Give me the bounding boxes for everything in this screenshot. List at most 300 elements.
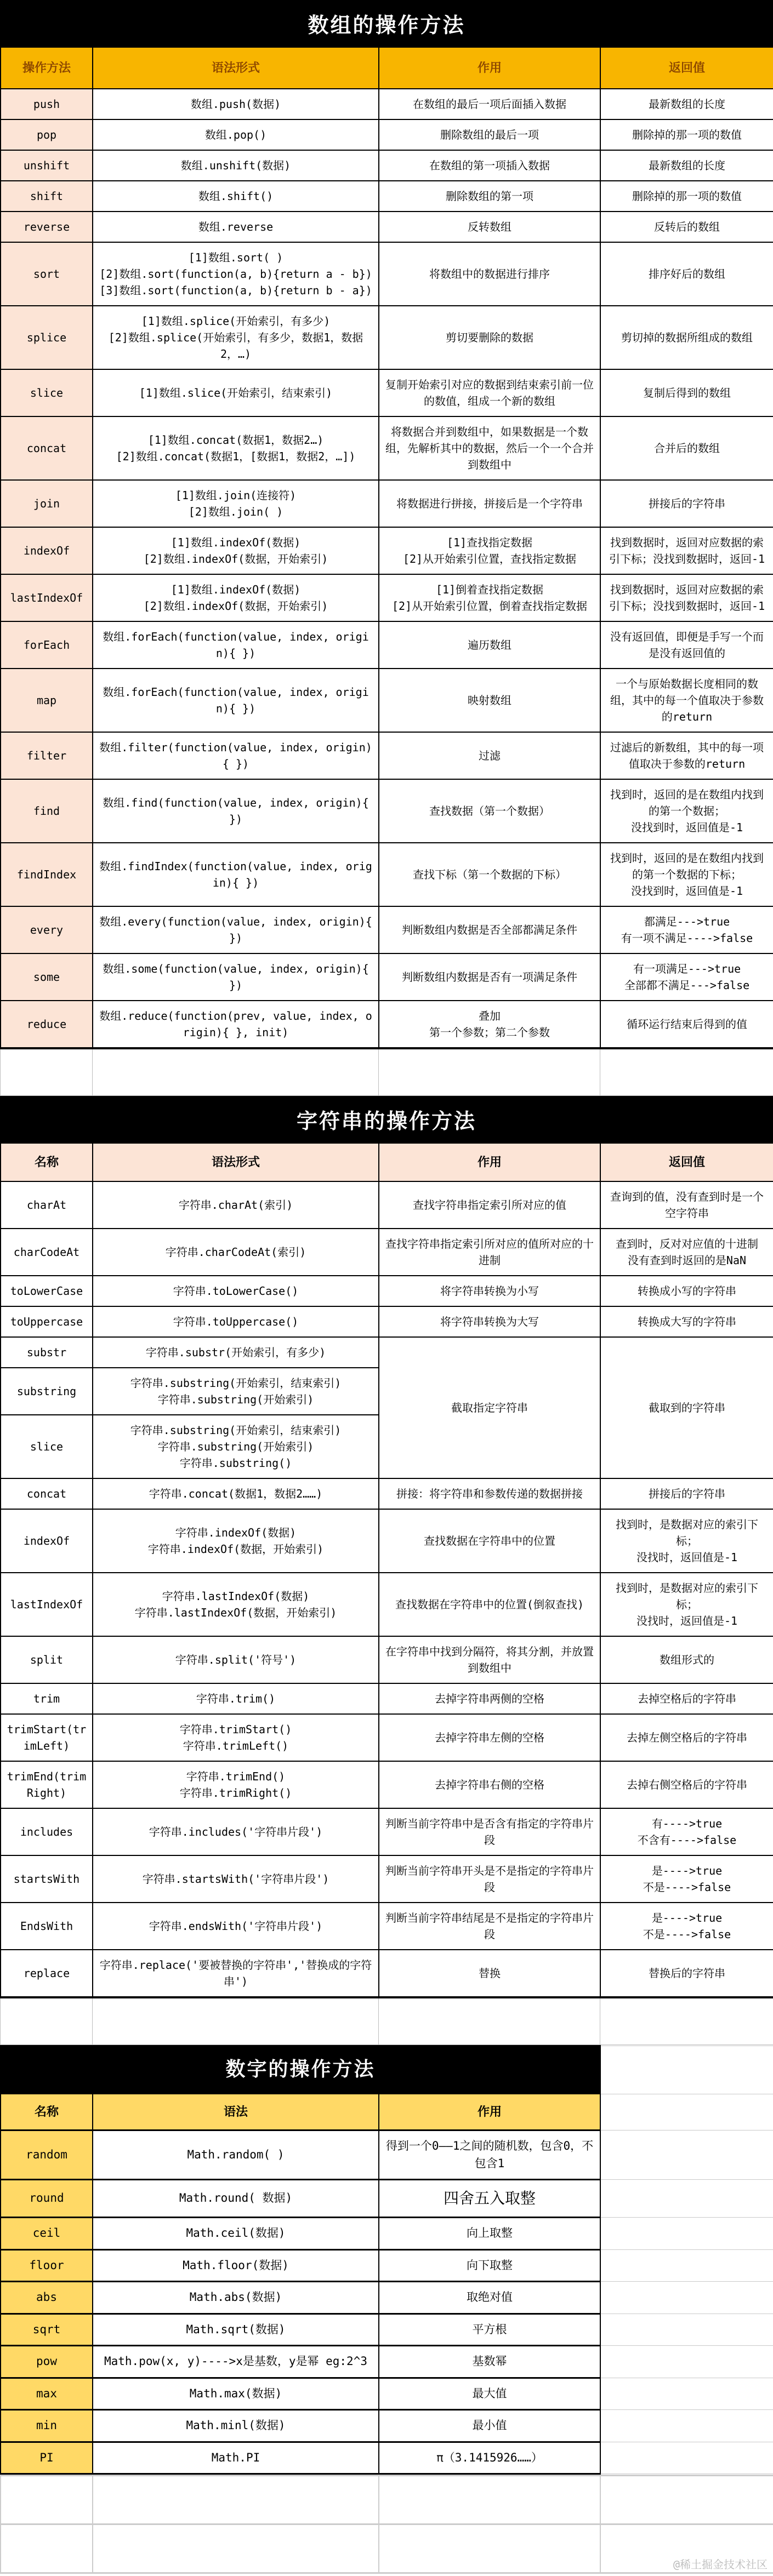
action-cell [379, 669, 600, 732]
action-cell [379, 306, 600, 369]
cell-line: Math.floor(数据) [98, 2257, 374, 2275]
action-cell [379, 732, 600, 779]
returns-cell [600, 1714, 773, 1761]
cell-line: includes [5, 1824, 88, 1840]
method-row [1, 1714, 773, 1761]
cell-line: 字符串.toLowerCase() [98, 1283, 374, 1299]
syntax-cell [93, 574, 379, 621]
returns-cell [600, 416, 773, 480]
method-name-cell [1, 242, 93, 306]
ghost-cell [600, 2131, 773, 2180]
method-name-cell [1, 1181, 93, 1229]
cell-line: 数组.some(function(value, index, origin){ }) [98, 961, 374, 993]
cell-line: 反转数组 [384, 219, 595, 235]
cell-line: 字符串.trimEnd() [98, 1768, 374, 1785]
cell-line: filter [5, 747, 88, 764]
method-row [1, 1761, 773, 1808]
cell-line: 找到数据时，返回对应数据的索引下标；没找到数据时，返回-1 [605, 581, 769, 614]
cell-line: round [5, 2190, 88, 2207]
cell-line: PI [5, 2449, 88, 2467]
ghost-cell [600, 2180, 773, 2218]
cell-line: 数组.reverse [98, 219, 374, 235]
syntax-cell [93, 1509, 379, 1573]
method-row [1, 574, 773, 621]
returns-cell [600, 1761, 773, 1808]
cell-line: 字符串.trimLeft() [98, 1738, 374, 1754]
syntax-cell [93, 1761, 379, 1808]
method-name-cell [1, 843, 93, 906]
returns-cell [600, 621, 773, 669]
cell-line: 删除掉的那一项的数值 [605, 127, 769, 143]
syntax-cell [93, 1229, 379, 1276]
column-header-syntax: 语法形式 [93, 1143, 379, 1181]
string-methods-table [0, 1143, 773, 1997]
syntax-cell [93, 1337, 379, 1368]
cell-line: 转换成小写的字符串 [605, 1283, 769, 1299]
cell-line: 去掉左侧空格后的字符串 [605, 1729, 769, 1746]
syntax-cell [93, 119, 379, 150]
cell-line: 不是---->false [605, 1879, 769, 1895]
cell-line: reverse [5, 219, 88, 235]
action-cell [379, 1337, 600, 1478]
action-cell [379, 1714, 600, 1761]
cell-line: substr [5, 1344, 88, 1361]
cell-line: slice [5, 385, 88, 401]
cell-line: 查找数据在字符串中的位置 [384, 1533, 595, 1549]
cell-line: 复制后得到的数组 [605, 385, 769, 401]
column-header-action: 作用 [379, 1143, 600, 1181]
cell-line: 字符串.lastIndexOf(数据) [98, 1588, 374, 1604]
method-name-cell [1, 1001, 93, 1048]
string-header-row [1, 1143, 773, 1181]
syntax-cell [93, 2218, 379, 2250]
array-header-row [1, 47, 773, 89]
method-name-cell [1, 2180, 93, 2218]
cell-line: floor [5, 2257, 88, 2275]
returns-cell [600, 119, 773, 150]
method-row [1, 2218, 773, 2250]
syntax-cell [93, 150, 379, 181]
cell-line: 数组.find(function(value, index, origin){ }) [98, 795, 374, 827]
cell-line: 找到时，是数据对应的索引下标； [605, 1516, 769, 1549]
cell-line: map [5, 692, 88, 709]
returns-cell [600, 369, 773, 416]
method-row [1, 242, 773, 306]
cell-line: 最新数组的长度 [605, 96, 769, 112]
cell-line: 一个与原始数据长度相同的数组，其中的每一个值取决于参数的return [605, 676, 769, 725]
cell-line: [2]从开始索引位置，倒着查找指定数据 [384, 598, 595, 614]
cell-line: 没有返回值，即便是手写一个而是没有返回值的 [605, 629, 769, 661]
syntax-cell [93, 480, 379, 527]
cell-line: 去掉字符串右侧的空格 [384, 1777, 595, 1793]
returns-cell [600, 1509, 773, 1573]
cell-line: 没找到时，返回值是-1 [605, 883, 769, 899]
cell-line: Math.pow(x, y)---->x是基数，y是幂 eg:2^3 [98, 2353, 374, 2371]
cell-line: 没找时，返回值是-1 [605, 1549, 769, 1566]
cell-line: 字符串.concat(数据1，数据2……) [98, 1486, 374, 1502]
returns-cell [600, 669, 773, 732]
cell-line: 合并后的数组 [605, 440, 769, 456]
method-name-cell [1, 669, 93, 732]
syntax-cell [93, 1636, 379, 1683]
number-methods-table [0, 2045, 773, 2475]
cell-line: 拼接后的字符串 [605, 495, 769, 512]
cell-line: Math.round( 数据) [98, 2190, 374, 2207]
syntax-cell [93, 2282, 379, 2314]
cell-line: [1]数组.slice(开始索引，结束索引) [98, 385, 374, 401]
cell-line: 查找数据在字符串中的位置(倒叙查找) [384, 1596, 595, 1613]
action-cell [379, 527, 600, 574]
cell-line: 删除数组的最后一项 [384, 127, 595, 143]
cell-line: 将数组中的数据进行排序 [384, 266, 595, 282]
returns-cell [600, 150, 773, 181]
method-row [1, 906, 773, 953]
method-row [1, 2314, 773, 2346]
syntax-cell [93, 1368, 379, 1415]
empty-cell [600, 1998, 773, 2045]
returns-cell [600, 1683, 773, 1714]
method-name-cell [1, 119, 93, 150]
syntax-cell [93, 1276, 379, 1306]
syntax-cell [93, 1415, 379, 1478]
cell-line: Math.minl(数据) [98, 2417, 374, 2435]
cell-line: 去掉字符串两侧的空格 [384, 1690, 595, 1707]
cell-line: trimStart(trimLeft) [5, 1721, 88, 1754]
cell-line: findIndex [5, 866, 88, 883]
ghost-cell [600, 2442, 773, 2474]
column-header-syntax: 语法形式 [93, 47, 379, 89]
method-name-cell [1, 574, 93, 621]
cell-line: trim [5, 1690, 88, 1707]
empty-cell [1, 1998, 93, 2045]
method-name-cell [1, 2218, 93, 2250]
returns-cell [600, 1903, 773, 1950]
returns-cell [600, 527, 773, 574]
method-row [1, 1337, 773, 1368]
returns-cell [600, 89, 773, 119]
syntax-cell [93, 2410, 379, 2442]
action-cell [379, 1636, 600, 1683]
cell-line: 数组.forEach(function(value, index, origin){ }) [98, 629, 374, 661]
syntax-cell [93, 1306, 379, 1337]
cell-line: 查询到的值，没有查到时是一个空字符串 [605, 1189, 769, 1221]
empty-cell [379, 1998, 600, 2045]
cell-line: 取绝对值 [384, 2289, 595, 2306]
column-header-name: 名称 [1, 1143, 93, 1181]
syntax-cell [93, 369, 379, 416]
returns-cell [600, 480, 773, 527]
method-name-cell [1, 1509, 93, 1573]
cell-line: [1]倒着查找指定数据 [384, 581, 595, 598]
action-cell [379, 1001, 600, 1048]
returns-cell [600, 212, 773, 242]
cell-line: 是---->true [605, 1863, 769, 1879]
empty-cell [379, 2476, 600, 2524]
cell-line: 找到数据时，返回对应数据的索引下标；没找到数据时，返回-1 [605, 534, 769, 567]
method-name-cell [1, 2442, 93, 2474]
method-row [1, 306, 773, 369]
action-cell [379, 2131, 600, 2180]
cell-line: 查找数据（第一个数据） [384, 803, 595, 819]
cell-line: 全部都不满足--->false [605, 977, 769, 993]
method-name-cell [1, 416, 93, 480]
method-name-cell [1, 369, 93, 416]
cell-line: 不含有---->false [605, 1832, 769, 1848]
cell-line: [1]数组.join(连接符) [98, 487, 374, 504]
syntax-cell [93, 416, 379, 480]
action-cell [379, 480, 600, 527]
cell-line: 最新数组的长度 [605, 157, 769, 174]
action-cell [379, 2180, 600, 2218]
empty-cell [93, 2476, 379, 2524]
cell-line: 字符串.substring(开始索引，结束索引) [98, 1422, 374, 1438]
method-name-cell [1, 1950, 93, 1997]
method-name-cell [1, 480, 93, 527]
action-cell [379, 150, 600, 181]
cell-line: Math.ceil(数据) [98, 2225, 374, 2242]
cell-line: [1]查找指定数据 [384, 534, 595, 551]
method-row [1, 1478, 773, 1509]
cell-line: some [5, 969, 88, 985]
syntax-cell [93, 1683, 379, 1714]
cell-line: [1]数组.indexOf(数据) [98, 581, 374, 598]
action-cell [379, 574, 600, 621]
action-cell [379, 2314, 600, 2346]
method-name-cell [1, 732, 93, 779]
method-row [1, 212, 773, 242]
cell-line: sort [5, 266, 88, 282]
cell-line: Math.sqrt(数据) [98, 2321, 374, 2339]
syntax-cell [93, 1855, 379, 1903]
method-row [1, 2346, 773, 2378]
method-name-cell [1, 1761, 93, 1808]
action-cell [379, 1573, 600, 1636]
cell-line: 找到时，返回的是在数组内找到的第一个数据； [605, 786, 769, 819]
cell-line: 复制开始索引对应的数据到结束索引前一位的数值，组成一个新的数组 [384, 376, 595, 409]
action-cell [379, 1683, 600, 1714]
method-name-cell [1, 89, 93, 119]
cell-line: 在字符串中找到分隔符，将其分割，并放置到数组中 [384, 1643, 595, 1676]
cell-line: 没有查到时返回的是NaN [605, 1252, 769, 1269]
cell-line: 没找时，返回值是-1 [605, 1613, 769, 1629]
returns-cell [600, 306, 773, 369]
method-name-cell [1, 2249, 93, 2282]
cell-line: [1]数组.splice(开始索引，有多少) [98, 313, 374, 329]
cell-line: 遍历数组 [384, 637, 595, 653]
method-row [1, 527, 773, 574]
action-cell [379, 416, 600, 480]
cell-line: 去掉空格后的字符串 [605, 1690, 769, 1707]
ghost-cell [600, 2094, 773, 2131]
returns-cell [600, 1855, 773, 1903]
column-header-syntax: 语法 [93, 2094, 379, 2131]
cell-line: 数组.reduce(function(prev, value, index, origin){ }, init) [98, 1008, 374, 1041]
cell-line: 字符串.startsWith('字符串片段') [98, 1871, 374, 1887]
column-header-action: 作用 [379, 2094, 600, 2131]
cell-line: 四舍五入取整 [384, 2187, 595, 2210]
cell-line: pop [5, 127, 88, 143]
ghost-cell [600, 2249, 773, 2282]
method-name-cell [1, 2314, 93, 2346]
section-separator [0, 1048, 773, 1096]
cell-line: 向上取整 [384, 2225, 595, 2242]
section-separator [0, 1997, 773, 2045]
syntax-cell [93, 1478, 379, 1509]
action-cell [379, 621, 600, 669]
method-name-cell [1, 1337, 93, 1368]
cell-line: 字符串.substring(开始索引) [98, 1438, 374, 1455]
empty-cell [379, 1049, 600, 1096]
ghost-cell [600, 2046, 773, 2094]
method-name-cell [1, 527, 93, 574]
syntax-cell [93, 89, 379, 119]
syntax-cell [93, 1181, 379, 1229]
action-cell [379, 119, 600, 150]
syntax-cell [93, 669, 379, 732]
string-methods-section [0, 1096, 773, 2045]
trailing-empty-rows [0, 2475, 773, 2574]
syntax-cell [93, 2249, 379, 2282]
cell-line: 判断数组内数据是否全部都满足条件 [384, 922, 595, 938]
method-row [1, 843, 773, 906]
method-name-cell [1, 1714, 93, 1761]
cell-line: concat [5, 440, 88, 456]
cell-line: 是---->true [605, 1910, 769, 1926]
syntax-cell [93, 212, 379, 242]
syntax-cell [93, 242, 379, 306]
action-cell [379, 89, 600, 119]
method-name-cell [1, 212, 93, 242]
returns-cell [600, 1276, 773, 1306]
cell-line: [3]数组.sort(function(a, b){return b - a}) [98, 282, 374, 299]
cell-line: 在数组的第一项插入数据 [384, 157, 595, 174]
method-row [1, 1509, 773, 1573]
method-row [1, 2180, 773, 2218]
returns-cell [600, 1573, 773, 1636]
syntax-cell [93, 1714, 379, 1761]
action-cell [379, 2249, 600, 2282]
cell-line: 查找下标（第一个数据的下标） [384, 866, 595, 883]
method-name-cell [1, 779, 93, 843]
empty-cell [1, 1049, 93, 1096]
method-name-cell [1, 1636, 93, 1683]
cell-line: 字符串.charAt(索引) [98, 1197, 374, 1213]
cell-line: charCodeAt [5, 1244, 88, 1260]
empty-cell [93, 1998, 379, 2045]
column-header-name: 名称 [1, 2094, 93, 2131]
method-row [1, 732, 773, 779]
array-section-title: 数组的操作方法 [0, 0, 773, 47]
column-header-returns: 返回值 [600, 1143, 773, 1181]
method-row [1, 1181, 773, 1229]
syntax-cell [93, 1001, 379, 1048]
syntax-cell [93, 2314, 379, 2346]
cell-line: 向下取整 [384, 2257, 595, 2275]
cell-line: [2]数组.concat(数据1，[数据1，数据2，…]) [98, 448, 374, 465]
method-row [1, 119, 773, 150]
action-cell [379, 1276, 600, 1306]
method-row [1, 416, 773, 480]
cell-line: 不是---->false [605, 1926, 769, 1943]
cell-line: 将数据合并到数组中，如果数据是一个数组，先解析其中的数据，然后一个一个合并到数组中 [384, 424, 595, 473]
syntax-cell [93, 527, 379, 574]
action-cell [379, 2218, 600, 2250]
cell-line: splice [5, 329, 88, 346]
method-name-cell [1, 1573, 93, 1636]
empty-cell [93, 2524, 379, 2573]
method-row [1, 953, 773, 1001]
cell-line: [1]数组.concat(数据1，数据2…) [98, 432, 374, 448]
cell-line: every [5, 922, 88, 938]
method-name-cell [1, 1808, 93, 1855]
syntax-cell [93, 181, 379, 212]
cell-line: 剪切要删除的数据 [384, 329, 595, 346]
returns-cell [600, 1478, 773, 1509]
cell-line: Math.abs(数据) [98, 2289, 374, 2306]
cell-line: [2]数组.indexOf(数据，开始索引) [98, 551, 374, 567]
method-name-cell [1, 953, 93, 1001]
cell-line: 数组.pop() [98, 127, 374, 143]
cell-line: [2]数组.sort(function(a, b){return a - b}) [98, 266, 374, 282]
cell-line: [2]数组.join( ) [98, 504, 374, 520]
syntax-cell [93, 906, 379, 953]
action-cell [379, 906, 600, 953]
method-row [1, 89, 773, 119]
action-cell [379, 1761, 600, 1808]
cell-line: 数组形式的 [605, 1652, 769, 1668]
method-row [1, 1001, 773, 1048]
method-row [1, 2249, 773, 2282]
syntax-cell [93, 732, 379, 779]
cell-line: π（3.1415926……） [384, 2449, 595, 2467]
column-header-method: 操作方法 [1, 47, 93, 89]
cell-line: 字符串.charCodeAt(索引) [98, 1244, 374, 1260]
method-name-cell [1, 2378, 93, 2410]
ghost-cell [600, 2282, 773, 2314]
cell-line: 最大值 [384, 2385, 595, 2403]
cell-line: trimEnd(trimRight) [5, 1768, 88, 1801]
ghost-cell [600, 2218, 773, 2250]
cell-line: 判断当前字符串开头是不是指定的字符串片段 [384, 1863, 595, 1895]
method-row [1, 2442, 773, 2474]
syntax-cell [93, 843, 379, 906]
returns-cell [600, 1306, 773, 1337]
method-row [1, 150, 773, 181]
method-name-cell [1, 1683, 93, 1714]
action-cell [379, 1306, 600, 1337]
action-cell [379, 953, 600, 1001]
cell-line: 字符串.includes('字符串片段') [98, 1824, 374, 1840]
cell-line: min [5, 2417, 88, 2435]
cell-line: 转换成大写的字符串 [605, 1313, 769, 1330]
action-cell [379, 1478, 600, 1509]
syntax-cell [93, 1808, 379, 1855]
returns-cell [600, 1001, 773, 1048]
action-cell [379, 2282, 600, 2314]
action-cell [379, 242, 600, 306]
cell-line: 排序好后的数组 [605, 266, 769, 282]
method-row [1, 1276, 773, 1306]
cell-line: Math.max(数据) [98, 2385, 374, 2403]
cell-line: 截取到的字符串 [605, 1400, 769, 1416]
cell-line: 过滤后的新数组，其中的每一项值取决于参数的return [605, 739, 769, 772]
empty-cell [600, 2476, 773, 2524]
empty-row [1, 2476, 773, 2524]
cell-line: 数组.findIndex(function(value, index, origin){ }) [98, 858, 374, 891]
method-row [1, 1855, 773, 1903]
action-cell [379, 1903, 600, 1950]
cell-line: find [5, 803, 88, 819]
